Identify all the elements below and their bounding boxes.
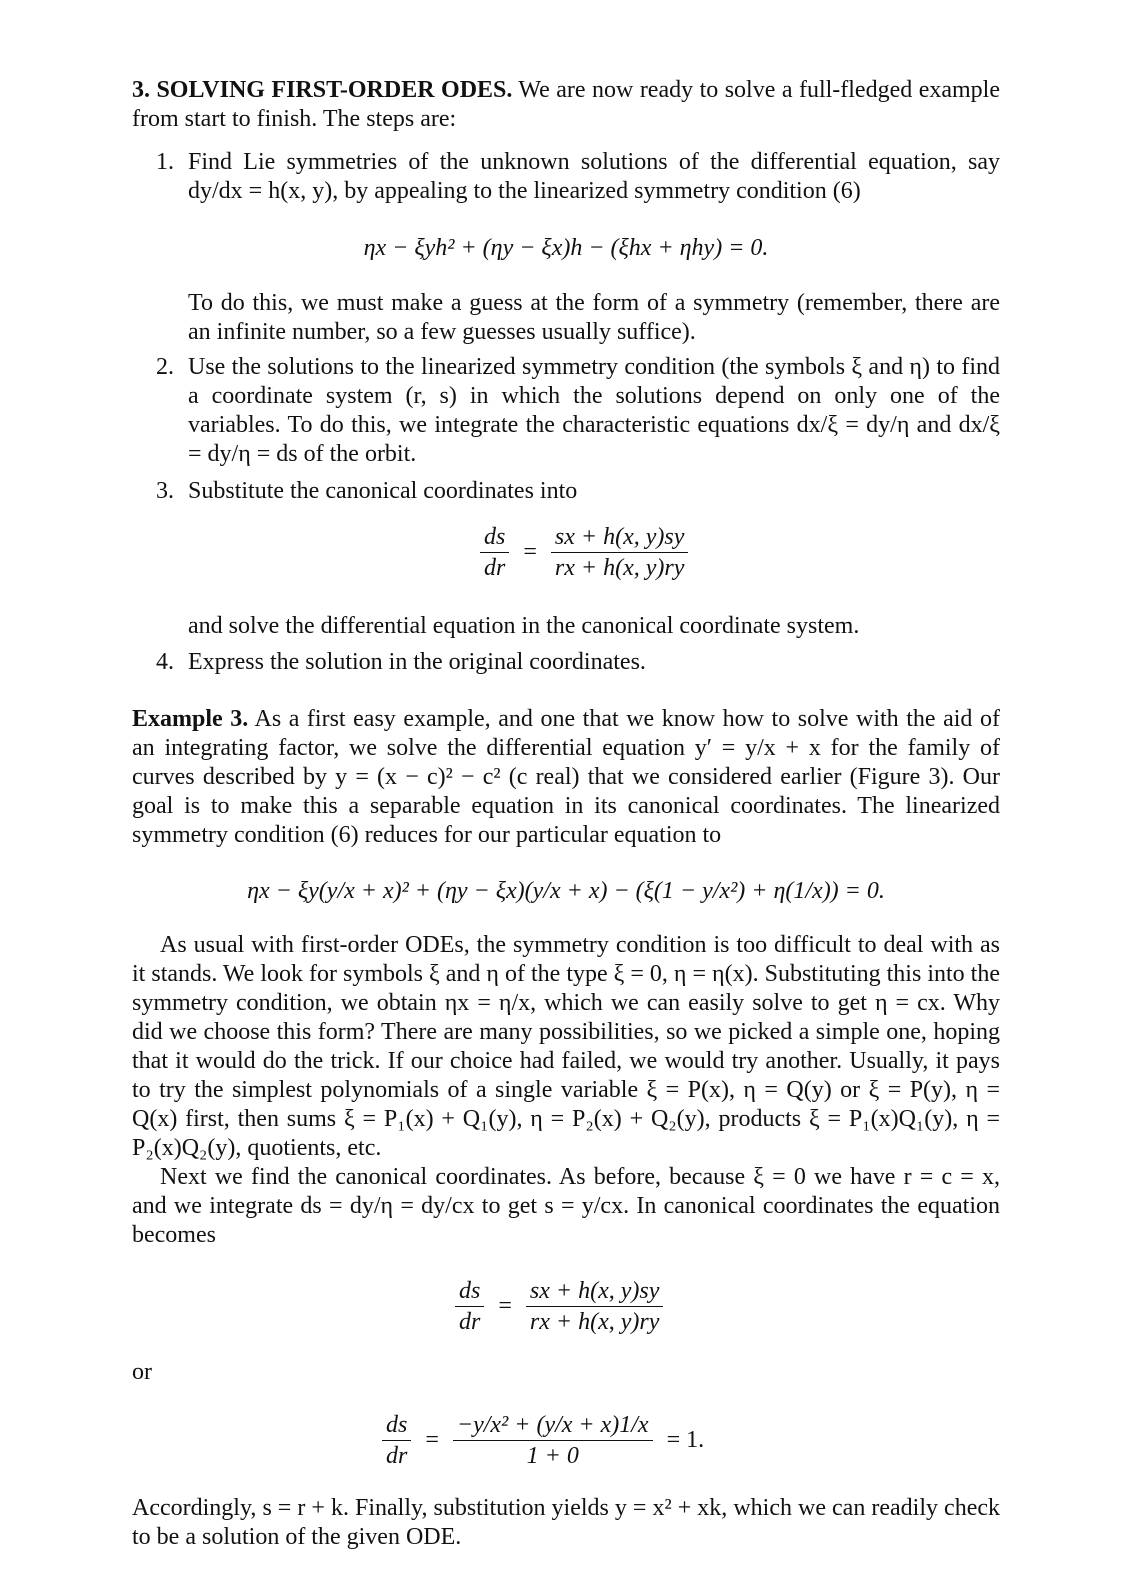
- example-conclusion: Accordingly, s = r + k. Finally, substitution yields y = x² + xk, which we can readily check to be a solution of the given ODE.: [132, 1495, 1000, 1550]
- section-heading: 3. SOLVING FIRST-ORDER ODES.: [132, 77, 513, 103]
- step-text: Find Lie symmetries of the unknown solutions of the differential equation, say dy/dx = h(x, y), by appealing to the linearized symmetry condition (6): [188, 149, 1000, 204]
- canonical-equation-repeat: [455, 1276, 663, 1337]
- rhs-fraction: [453, 1410, 653, 1471]
- step-text: To do this, we must make a guess at the form of a symmetry (remember, there are an infinite number, so a few guesses usually suffice).: [188, 290, 1000, 345]
- lhs-fraction: [480, 522, 509, 583]
- equals-sign: =: [523, 539, 537, 565]
- or-connector: or: [132, 1359, 152, 1385]
- step-2: [156, 353, 1000, 469]
- step-text: and solve the differential equation in the canonical coordinate system.: [188, 613, 860, 639]
- step-1: [156, 148, 1000, 206]
- denominator: rx + h(x, y)ry: [554, 555, 685, 581]
- step-number: 1.: [156, 149, 174, 175]
- example-paragraph-1: [132, 705, 1000, 850]
- step-1-continuation: [156, 289, 1000, 347]
- step-3-continuation: [156, 612, 1000, 641]
- step-text: Express the solution in the original coordinates.: [188, 649, 646, 675]
- denominator: dr: [386, 1443, 408, 1469]
- denominator: rx + h(x, y)ry: [529, 1309, 660, 1335]
- result-value: = 1.: [666, 1427, 705, 1453]
- lhs-fraction: [455, 1276, 484, 1337]
- numerator: sx + h(x, y)sy: [526, 1276, 663, 1307]
- lhs-fraction: [382, 1410, 411, 1471]
- denominator: dr: [459, 1309, 481, 1335]
- linearized-symmetry-equation: ηx − ξyh² + (ηy − ξx)h − (ξhx + ηhy) = 0.: [363, 235, 769, 261]
- example-label: Example 3.: [132, 706, 249, 732]
- step-number: 3.: [156, 478, 174, 504]
- numerator: sx + h(x, y)sy: [551, 522, 688, 553]
- step-text: Use the solutions to the linearized symmetry condition (the symbols ξ and η) to find a coordinate system (r, s) in which the solutions depend on only one of the variables. To do this, we integrate the characteristic equations dx/ξ = dy/η and dx/ξ = dy/η = ds of the orbit.: [188, 354, 1000, 467]
- numerator: −y/x² + (y/x + x)1/x: [453, 1410, 653, 1441]
- canonical-fraction-equation: [480, 522, 688, 583]
- example-paragraph-3: Next we find the canonical coordinates. As before, because ξ = 0 we have r = c = x, and we integrate ds = dy/η = dy/cx to get s = y/cx. In canonical coordinates the equation becomes: [132, 1164, 1000, 1248]
- equals-sign: =: [425, 1427, 439, 1453]
- numerator: ds: [480, 522, 509, 553]
- step-4: [156, 648, 1000, 677]
- step-number: 2.: [156, 354, 174, 380]
- numerator: ds: [382, 1410, 411, 1441]
- example-text: As a first easy example, and one that we know how to solve with the aid of an integrating factor, we solve the differential equation y′ = y/x + x for the family of curves described by y = (x − c)² − c² (c real) that we considered earlier (Figure 3). Our goal is to make this a separable equation in its canonical coordinates. The linearized symmetry condition (6) reduces for our particular equation to: [132, 706, 1000, 848]
- final-equation: [382, 1410, 712, 1471]
- denominator: dr: [484, 555, 506, 581]
- step-3: [156, 477, 1000, 506]
- step-text: Substitute the canonical coordinates into: [188, 478, 578, 504]
- equals-sign: =: [498, 1293, 512, 1319]
- rhs-fraction: [526, 1276, 663, 1337]
- section-intro-text: We are now ready to solve a full-fledged example from start to finish. The steps are:: [132, 77, 1000, 132]
- denominator: 1 + 0: [526, 1443, 579, 1469]
- step-number: 4.: [156, 649, 174, 675]
- example-paragraph-2: As usual with first-order ODEs, the symmetry condition is too difficult to deal with as it stands. We look for symbols ξ and η of the type ξ = 0, η = η(x). Substituting this into the symmetry condition, we obtain ηx = η/x, which we can easily solve to get η = cx. Why did we choose this form? There are many possibilities, so we picked a simple one, hoping that it would do the trick. If our choice had failed, we would try another. Usually, it pays to try the simplest polynomials of a single variable ξ = P(x), η = Q(y) or ξ = P(y), η = Q(x) first, then sums ξ = P₁(x) + Q₁(y), η = P₂(x) + Q₂(y), products ξ = P₁(x)Q₁(y), η = P₂(x)Q₂(y), quotients, etc.: [132, 932, 1001, 1161]
- rhs-fraction: [551, 522, 688, 583]
- section-intro-paragraph: [132, 76, 1000, 134]
- example-symmetry-equation: ηx − ξy(y/x + x)² + (ηy − ξx)(y/x + x) − (ξ(1 − y/x²) + η(1/x)) = 0.: [247, 878, 885, 904]
- numerator: ds: [455, 1276, 484, 1307]
